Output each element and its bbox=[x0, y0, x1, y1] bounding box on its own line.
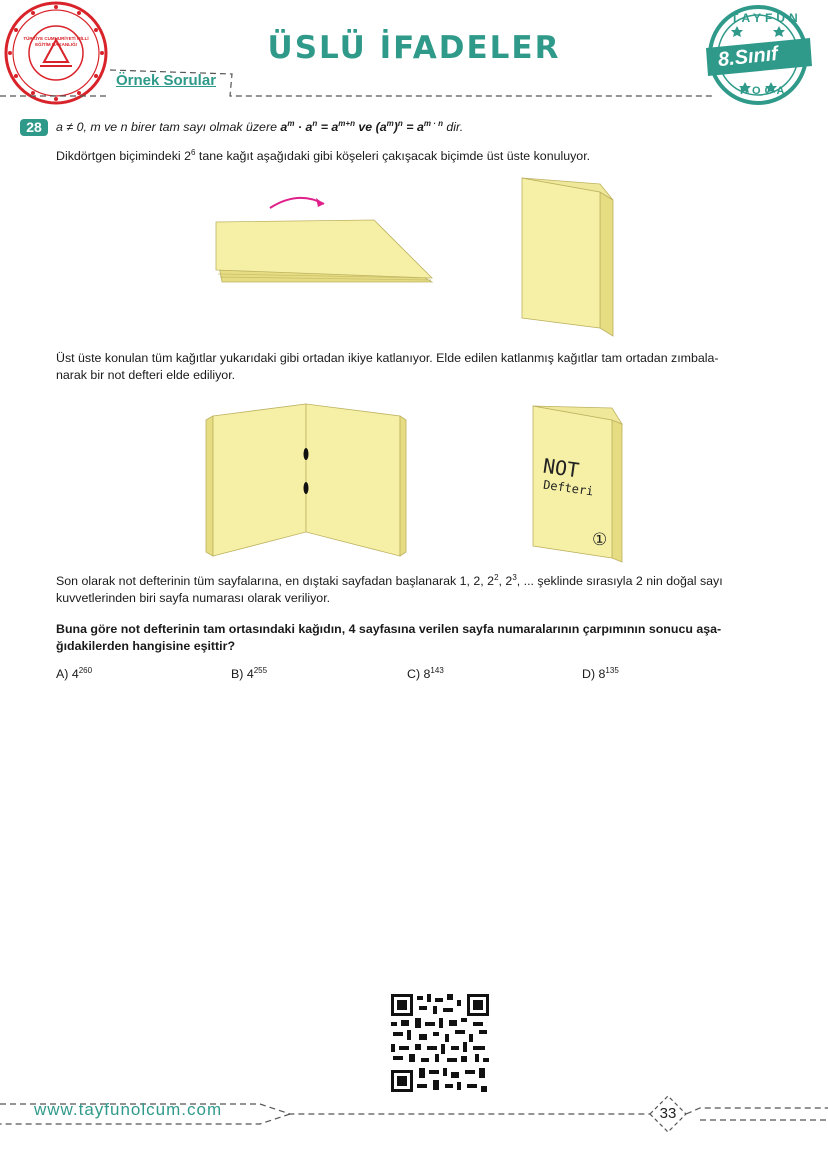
paragraph-3: Son olarak not defterinin tüm sayfalarına, en dıştaki sayfadan başlanarak 1, 2, $2^2$, $2^3$, ... şeklinde sırasıyla 2 nin doğal sayı kuvvetlerinden biri sayfa numarası olarak veriliyor. bbox=[56, 572, 723, 605]
paragraph-1: Dikdörtgen biçimindeki $2^6$ tane kağıt aşağıdaki gibi köşeleri çakışacak biçimde üst üste konuluyor. bbox=[56, 147, 591, 163]
folded-paper-stack bbox=[522, 178, 613, 336]
badge-top-text: TAYFUN bbox=[731, 11, 802, 25]
staple-icon bbox=[304, 482, 309, 494]
notebook-title: NOT bbox=[541, 453, 581, 483]
exponent-rule: a ≠ 0, m ve n birer tam sayı olmak üzere $a^m \cdot a^n = a^{m+n}$ ve $(a^m)^n = a^{m \cdot n}$ dir. bbox=[56, 118, 464, 134]
option-d[interactable]: D) $8^{135}$ bbox=[582, 665, 619, 681]
question-number: 28 bbox=[20, 119, 48, 136]
option-b[interactable]: B) $4^{255}$ bbox=[231, 665, 268, 681]
open-notebook bbox=[206, 404, 406, 556]
badge-grade-text: 8.Sınıf bbox=[716, 42, 779, 72]
figure-paper-stack bbox=[0, 170, 828, 350]
question-prompt: Buna göre not defterinin tam ortasındaki kağıdın, 4 sayfasına verilen sayfa numaralarının çarpımının sonucu aşa- ğıdakilerden hangisine eşittir? bbox=[56, 622, 722, 653]
option-c[interactable]: C) $8^{143}$ bbox=[407, 665, 444, 681]
paper-stack bbox=[216, 220, 432, 282]
footer-website[interactable]: www.tayfunolcum.com bbox=[34, 1100, 223, 1119]
notebook-subtitle: Defteri bbox=[542, 477, 595, 499]
section-label: Örnek Sorular bbox=[116, 72, 217, 89]
curved-arrow-icon bbox=[270, 198, 324, 208]
paragraph-2: Üst üste konulan tüm kağıtlar yukarıdaki gibi ortadan ikiye katlanıyor. Elde edilen katlanmış kağıtlar tam ortadan zımbala- narak bir not defteri elde ediliyor. bbox=[56, 351, 719, 382]
page-title: ÜSLÜ İFADELER bbox=[267, 30, 561, 66]
page-number: 33 bbox=[659, 1105, 677, 1122]
staple-icon bbox=[304, 448, 309, 460]
badge-bottom-text: HOCA bbox=[740, 85, 789, 97]
qr-code[interactable] bbox=[389, 992, 491, 1094]
figure-notebooks bbox=[0, 398, 828, 568]
footer-decoration bbox=[0, 1090, 828, 1150]
logo-text: TÜRKİYE CUMHURİYETİ MİLLİ EĞİTİM BAKANLIĞI bbox=[23, 36, 89, 47]
notebook-page-number: ① bbox=[592, 530, 608, 549]
option-a[interactable]: A) $4^{260}$ bbox=[56, 665, 93, 681]
